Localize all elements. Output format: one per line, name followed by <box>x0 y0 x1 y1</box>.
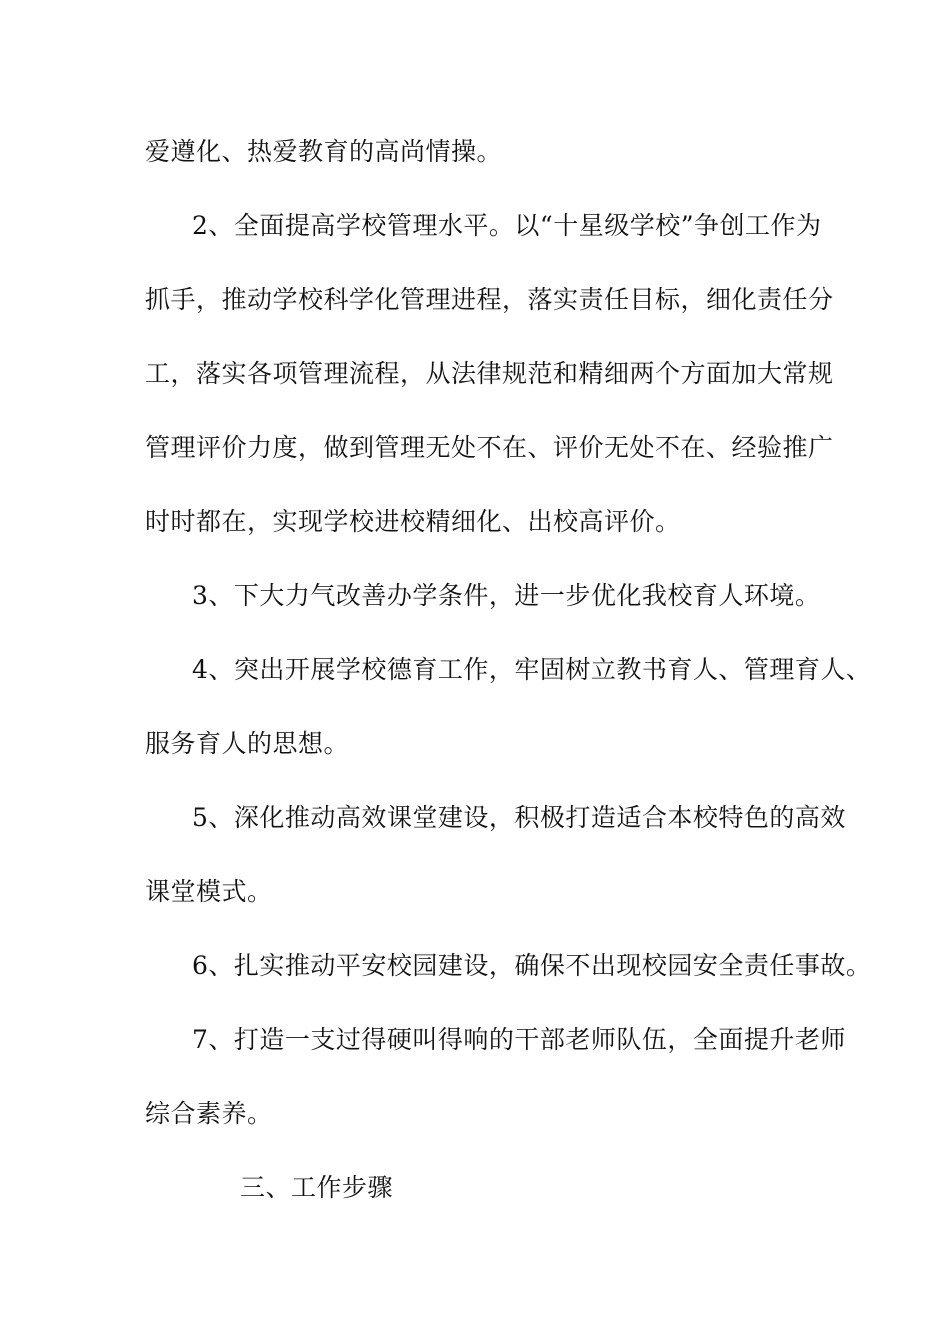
section-heading: 三、工作步骤 <box>240 1173 394 1202</box>
text-line-1: 爱遵化、热爱教育的高尚情操。 <box>145 137 503 166</box>
text-line-11: 课堂模式。 <box>145 877 273 906</box>
text-line-4: 工，落实各项管理流程，从法律规范和精细两个方面加大常规 <box>145 359 834 388</box>
text-line-8: 4、突出开展学校德育工作，牢固树立教书育人、管理育人、 <box>192 655 872 684</box>
text-line-9: 服务育人的思想。 <box>145 729 350 758</box>
text-line-3: 抓手，推动学校科学化管理进程，落实责任目标，细化责任分 <box>145 285 834 314</box>
text-line-7: 3、下大力气改善办学条件，进一步优化我校育人环境。 <box>192 581 821 610</box>
text-line-5: 管理评价力度，做到管理无处不在、评价无处不在、经验推广 <box>145 433 834 462</box>
text-line-12: 6、扎实推动平安校园建设，确保不出现校园安全责任事故。 <box>192 951 872 980</box>
text-line-2: 2、全面提高学校管理水平。以“十星级学校”争创工作为 <box>192 211 822 240</box>
text-line-10: 5、深化推动高效课堂建设，积极打造适合本校特色的高效 <box>192 803 846 832</box>
text-line-14: 综合素养。 <box>145 1099 273 1128</box>
text-line-6: 时时都在，实现学校进校精细化、出校高评价。 <box>145 507 681 536</box>
text-line-13: 7、打造一支过得硬叫得响的干部老师队伍，全面提升老师 <box>192 1025 846 1054</box>
